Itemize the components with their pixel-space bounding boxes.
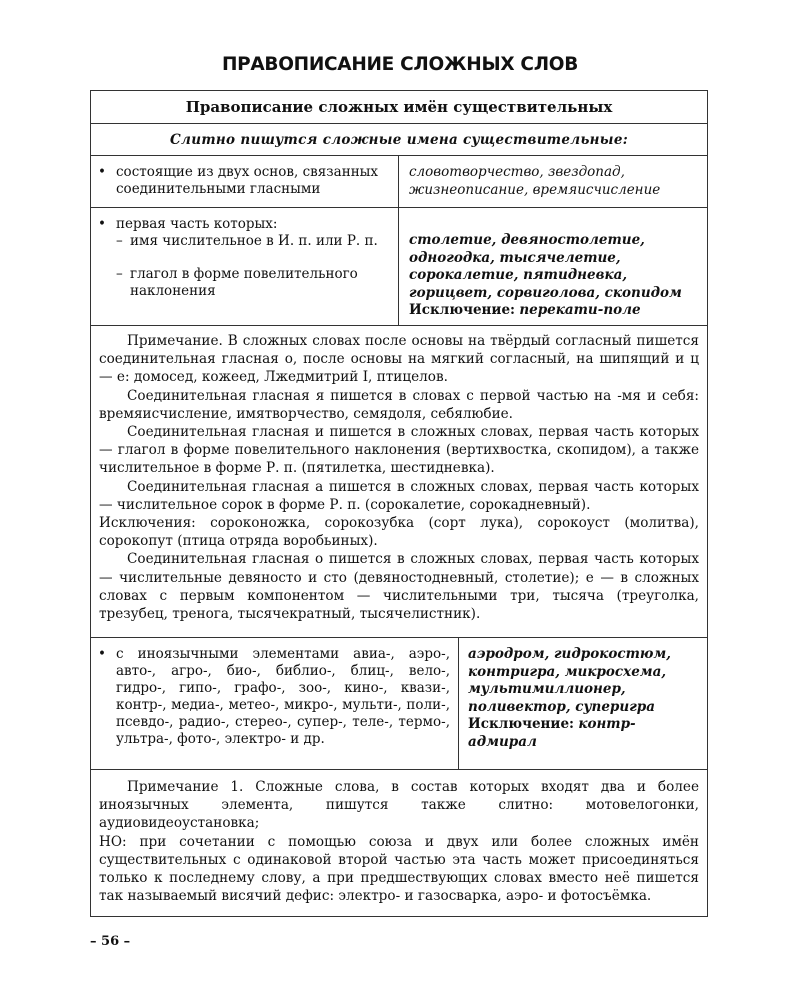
- page-title: ПРАВОПИСАНИЕ СЛОЖНЫХ СЛОВ: [221, 54, 579, 75]
- note2-p1: Примечание 1. Сложные слова, в состав которых входят два и более иноязычных элемента, пишутся также слитно: мотовелогонки, аудиовидеоустановка;: [99, 779, 699, 832]
- row3-examples: аэродром, гидрокостюм, контригра, микросхема, мультимиллионер, поливектор, суперигра: [468, 646, 671, 715]
- row2-exception-value: перекати-поле: [519, 302, 641, 318]
- note1-p1: Примечание. В сложных словах после основы на твёрдый согласный пишется соединительная гласная о, после основы на мягкий согласный, на шипящий и ц — е: домосед, кожеед, Лжедмитрий I, птицелов.: [99, 333, 699, 386]
- row3-left: [91, 638, 459, 769]
- note1-p5: Исключения: сороконожка, сорокозубка (сорт лука), сорокоуст (молитва), сорокопут (птица отряда воробьиных).: [99, 515, 699, 550]
- table-row: [91, 638, 707, 770]
- note-block: [91, 326, 707, 638]
- rules-table: [90, 90, 708, 917]
- row3-exception-label: Исключение:: [468, 716, 575, 732]
- page-number: – 56 –: [90, 934, 131, 949]
- table-row: [91, 156, 707, 208]
- bullet-icon: •: [98, 216, 106, 232]
- row2-item-verb: глагол в форме повелительного наклонения: [130, 266, 358, 299]
- table-subheader: Слитно пишутся сложные имена существительные:: [91, 124, 707, 156]
- row3-left-text: с иноязычными элементами авиа-, аэро-, авто-, агро-, био-, библио-, блиц-, вело-, гидро-, гипо-, графо-, зоо-, кино-, квази-, контр-, медиа-, метео-, микро-, мульти-, поли-, псевдо-, радио-, стерео-, супер-, теле-, термо-, ультра-, фото-, электро- и др.: [116, 646, 450, 747]
- row1-left-text: состоящие из двух основ, связанных соединительными гласными: [116, 164, 379, 197]
- note1-p4: Соединительная гласная а пишется в сложных словах, первая часть которых — числительное сорок в форме Р. п. (сорокалетие, сорокадневный).: [99, 478, 699, 513]
- row2-intro: первая часть которых:: [116, 216, 278, 232]
- row3-right: [459, 638, 707, 769]
- note2-p2: НО: при сочетании с помощью союза и двух или более сложных имён существительных с одинаковой второй частью эта часть может присоединяться только к последнему слову, а при предшествующих словах вместо неё пишется так называемый висячий дефис: электро- и газосварка, аэро- и фотосъёмка.: [99, 833, 699, 905]
- row1-right: [399, 156, 707, 207]
- row2-item-numeral: имя числительное в И. п. или Р. п.: [130, 233, 378, 249]
- row1-left: [91, 156, 399, 207]
- row2-right: [399, 208, 707, 325]
- note1-p6: Соединительная гласная о пишется в сложных словах, первая часть которых — числительные девяносто и сто (девяностодневный, столетие); е — в сложных словах с первым компонентом — числительными три, тысяча (треуголка, трезубец, тренога, тысячекратный, тысячелистник).: [99, 551, 699, 623]
- note1-p3: Соединительная гласная и пишется в сложных словах, первая часть которых — глагол в форме повелительного наклонения (вертихвостка, скопидом), а также числительное в форме Р. п. (пятилетка, шестидневка).: [99, 424, 699, 477]
- row3-exception-value: контр-адмирал: [468, 716, 636, 750]
- bullet-icon: •: [98, 164, 106, 180]
- row2-exception-label: Исключение:: [409, 302, 516, 318]
- note-block: [91, 770, 707, 916]
- row2-left: • первая часть которых: – имя числительное в И. п. или Р. п. – глагол в форме повелительного наклонения: [91, 208, 399, 325]
- note1-p2: Соединительная гласная я пишется в словах с первой частью на -мя и себя: времяисчисление, имятворчество, семядоля, себялюбие.: [99, 387, 699, 422]
- row2-examples: столетие, девяностолетие, одногодка, тысячелетие, сорокалетие, пятидневка, горицвет, сорвиголова, скопидом: [409, 232, 682, 301]
- bullet-icon: •: [98, 646, 106, 662]
- row1-examples: словотворчество, звездопад, жизнеописание, времяисчисление: [409, 164, 661, 198]
- table-row: [91, 208, 707, 326]
- table-header: Правописание сложных имён существительных: [91, 91, 707, 124]
